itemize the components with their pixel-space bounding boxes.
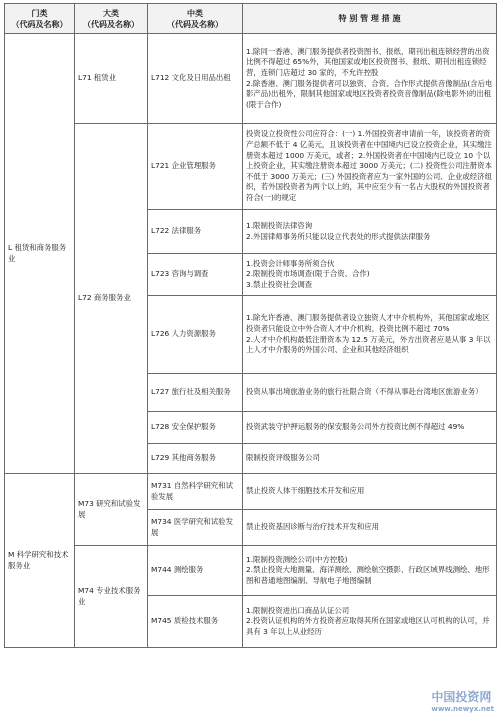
measure-M734: 禁止投资基因诊断与治疗技术开发和应用	[243, 510, 497, 546]
measure-M731: 禁止投资人体干细胞技术开发和应用	[243, 474, 497, 510]
watermark-logo	[431, 688, 494, 713]
major-M73: M73 研究和试验发展	[75, 474, 148, 546]
header-measures: 特 别 管 理 措 施	[243, 4, 497, 34]
mid-L721: L721 企业管理服务	[148, 124, 243, 210]
mid-L723: L723 咨询与调查	[148, 254, 243, 296]
major-M74: M74 专业技术服务业	[75, 546, 148, 648]
mid-M731: M731 自然科学研究和试验发展	[148, 474, 243, 510]
measure-L712: 1.除同一香港、澳门服务提供者投资图书、报纸、期刊出租连锁经营的出资比例不得超过 65%外，其他国家或地区投资图书、报纸、期刊出租连锁经营，连锁门店超过 30 家的，不允许控股 2.除香港、澳门服务提供者可以独资、合资、合作形式提供音像制品(含后电影产品)出租外，限制其他国家或地区投资者投资音像制品(除电影外)的出租(限于合作)	[243, 34, 497, 124]
measure-L728: 投资武装守护押运服务的保安服务公司外方投资比例不得超过 49%	[243, 412, 497, 444]
mid-M744: M744 测绘服务	[148, 546, 243, 596]
category-M: M 科学研究和技术服务业	[5, 474, 75, 648]
major-L72: L72 商务服务业	[75, 124, 148, 474]
measure-L721: 投资设立投资性公司应符合：(一) 1.外国投资者申请前一年，该投资者的资产总额不低于 4 亿美元，且该投资者在中国境内已设立投资企业，其实缴注册资本超过 1000 万美元，或者；2.外国投资者在中国境内已设立 10 个以上投资企业，其实缴注册资本超过 3000 万美元；(二) 投资性公司注册资本不低于 3000 万美元；(三) 外国投资者应为一家外国的公司、企业或经济组织，若外国投资者为两个以上的，其中应至少有一名占大股权的外国投资者符合(一)的规定	[243, 124, 497, 210]
mid-M745: M745 质检技术服务	[148, 596, 243, 648]
category-L: L 租赁和商务服务业	[5, 34, 75, 474]
header-major-class: 大类 （代码及名称）	[75, 4, 148, 34]
mid-M734: M734 医学研究和试验发展	[148, 510, 243, 546]
watermark-main: 中国投资网	[431, 690, 492, 704]
mid-L726: L726 人力资源服务	[148, 296, 243, 374]
table-row	[5, 124, 497, 210]
measure-L729: 限制投资评级服务公司	[243, 444, 497, 474]
measure-L727: 投资从事出境旅游业务的旅行社限合资（不得从事赴台湾地区旅游业务）	[243, 374, 497, 412]
measure-L723: 1.投资会计师事务所须合伙 2.限制投资市场调查(限于合资、合作) 3.禁止投资社会调查	[243, 254, 497, 296]
header-category: 门类 （代码及名称）	[5, 4, 75, 34]
mid-L727: L727 旅行社及相关服务	[148, 374, 243, 412]
watermark-url: www.newyx.net	[431, 705, 494, 713]
measure-L726: 1.除允许香港、澳门服务提供者设立独资人才中介机构外，其他国家或地区投资者只能设立中外合资人才中介机构，投资比例不超过 70% 2.人才中介机构最低注册资本为 12.5 万美元，外方出资者应是从事 3 年以上人才中介服务的外国公司、企业和其他经济组织	[243, 296, 497, 374]
major-L71: L71 租赁业	[75, 34, 148, 124]
table-header-row	[5, 4, 497, 34]
measure-M744: 1.限制投资测绘公司(中方控股) 2.禁止投资大地测量、海洋测绘、测绘航空摄影、行政区域界线测绘、地形图和普通地图编制、导航电子地图编制	[243, 546, 497, 596]
measure-M745: 1.限制投资进出口商品认证公司 2.投资认证机构的外方投资者应取得其所在国家或地区认可机构的认可，并具有 3 年以上从业经历	[243, 596, 497, 648]
header-mid-class: 中类 （代码及名称）	[148, 4, 243, 34]
mid-L729: L729 其他商务服务	[148, 444, 243, 474]
measure-L722: 1.限制投资法律咨询 2.外国律师事务所只能以设立代表处的形式提供法律服务	[243, 210, 497, 254]
special-measures-table	[4, 3, 497, 648]
table-row	[5, 546, 497, 596]
mid-L712: L712 文化及日用品出租	[148, 34, 243, 124]
mid-L728: L728 安全保护服务	[148, 412, 243, 444]
mid-L722: L722 法律服务	[148, 210, 243, 254]
table-row	[5, 34, 497, 124]
table-row	[5, 474, 497, 510]
